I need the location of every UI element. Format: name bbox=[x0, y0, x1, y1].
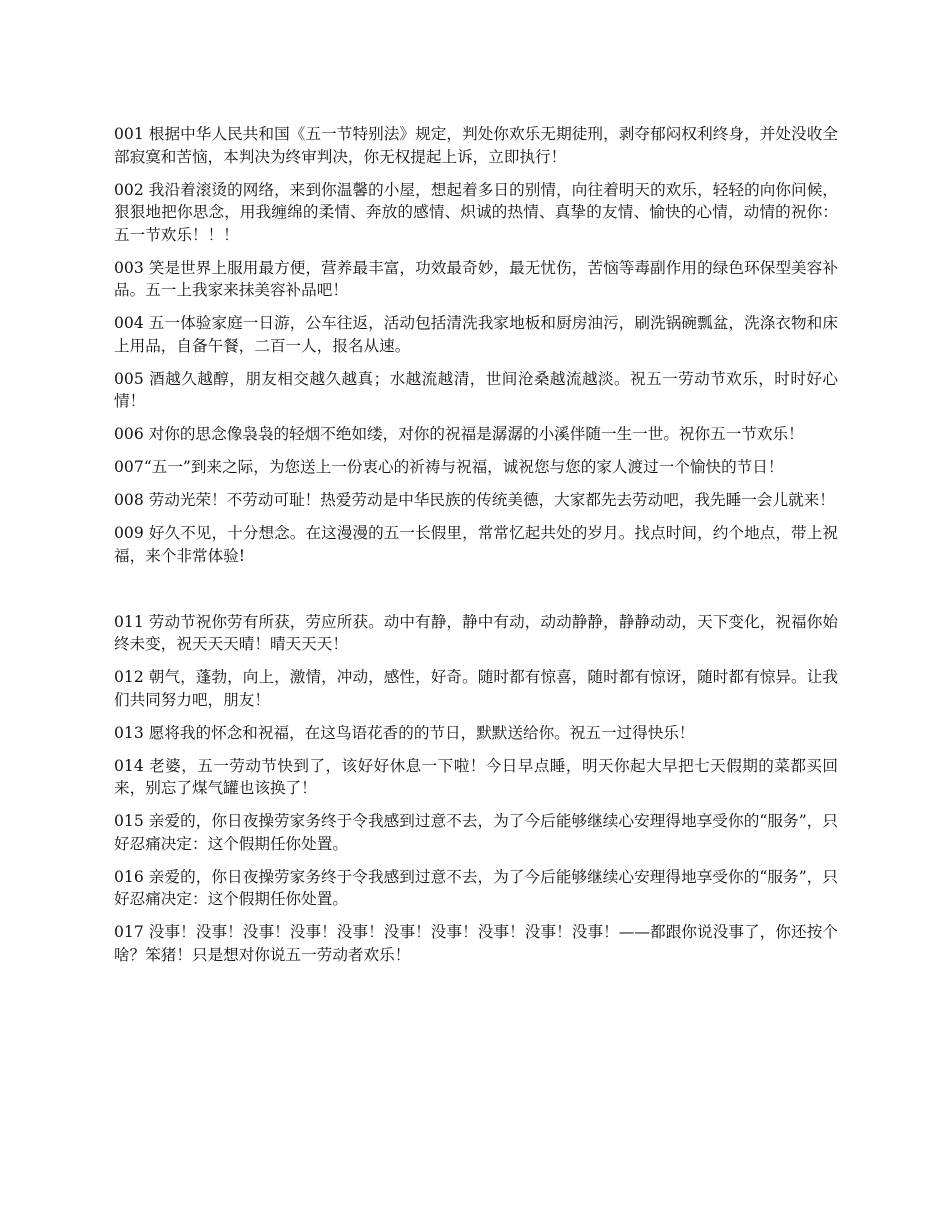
paragraph-007: 007“五一”到来之际，为您送上一份衷心的祈祷与祝福，诚祝您与您的家人渡过一个愉快的节日！ bbox=[114, 458, 784, 476]
section-gap bbox=[114, 578, 838, 611]
paragraph-012: 012 朝气，蓬勃，向上，激情，冲动，感性，好奇。随时都有惊喜，随时都有惊讶，随时都有惊异。让我们共同努力吧，朋友！ bbox=[114, 668, 838, 709]
paragraph-003: 003 笑是世界上服用最方便，营养最丰富，功效最奇妙，最无忧伤，苦恼等毒副作用的绿色环保型美容补品。五一上我家来抹美容补品吧！ bbox=[114, 258, 838, 299]
paragraph-004: 004 五一体验家庭一日游，公车往返，活动包括清洗我家地板和厨房油污，刷洗锅碗瓢盆，洗涤衣物和床上用品，自备午餐，二百一人，报名从速。 bbox=[114, 314, 838, 355]
paragraph-002: 002 我沿着滚烫的网络，来到你温馨的小屋，想起着多日的别情，向往着明天的欢乐，轻轻的向你问候，狠狠地把你思念，用我缠绵的柔情、奔放的感情、炽诚的热情、真挚的友情、愉快的心情，动情的祝你：五一节欢乐！！！ bbox=[114, 180, 838, 244]
document-page bbox=[114, 123, 838, 977]
paragraph-008: 008 劳动光荣！不劳动可耻！热爱劳动是中华民族的传统美德，大家都先去劳动吧，我先睡一会儿就来！ bbox=[114, 491, 835, 509]
paragraph-009: 009 好久不见，十分想念。在这漫漫的五一长假里，常常忆起共处的岁月。找点时间，约个地点，带上祝福，来个非常体验! bbox=[114, 524, 838, 565]
paragraph-013: 013 愿将我的怀念和祝福，在这鸟语花香的的节日，默默送给你。祝五一过得快乐！ bbox=[114, 723, 695, 742]
paragraph-001: 001 根据中华人民共和国《五一节特别法》规定，判处你欢乐无期徒刑，剥夺郁闷权利终身，并处没收全部寂寞和苦恼，本判决为终审判决，你无权提起上诉，立即执行！ bbox=[114, 125, 838, 166]
paragraph-006: 006 对你的思念像袅袅的轻烟不绝如缕，对你的祝福是潺潺的小溪伴随一生一世。祝你五一节欢乐！ bbox=[114, 425, 804, 443]
paragraph-015: 015 亲爱的，你日夜操劳家务终于令我感到过意不去，为了今后能够继续心安理得地享受你的“服务”，只好忍痛决定：这个假期任你处置。 bbox=[114, 812, 838, 853]
paragraph-016: 016 亲爱的，你日夜操劳家务终于令我感到过意不去，为了今后能够继续心安理得地享受你的“服务”，只好忍痛决定：这个假期任你处置。 bbox=[114, 867, 838, 908]
paragraph-017: 017 没事！没事！没事！没事！没事！没事！没事！没事！没事！没事！——都跟你说没事了，你还按个啥？笨猪！只是想对你说五一劳动者欢乐！ bbox=[114, 923, 838, 964]
paragraph-014: 014 老婆，五一劳动节快到了，该好好休息一下啦！今日早点睡，明天你起大早把七天假期的菜都买回来，别忘了煤气罐也该换了！ bbox=[114, 756, 838, 797]
paragraph-011: 011 劳动节祝你劳有所获，劳应所获。动中有静，静中有动，动动静静，静静动动，天下变化，祝福你始终未变，祝天天天晴！晴天天天！ bbox=[114, 612, 838, 653]
paragraph-005: 005 酒越久越醇，朋友相交越久越真；水越流越清，世间沧桑越流越淡。祝五一劳动节欢乐，时时好心情！ bbox=[114, 369, 838, 410]
